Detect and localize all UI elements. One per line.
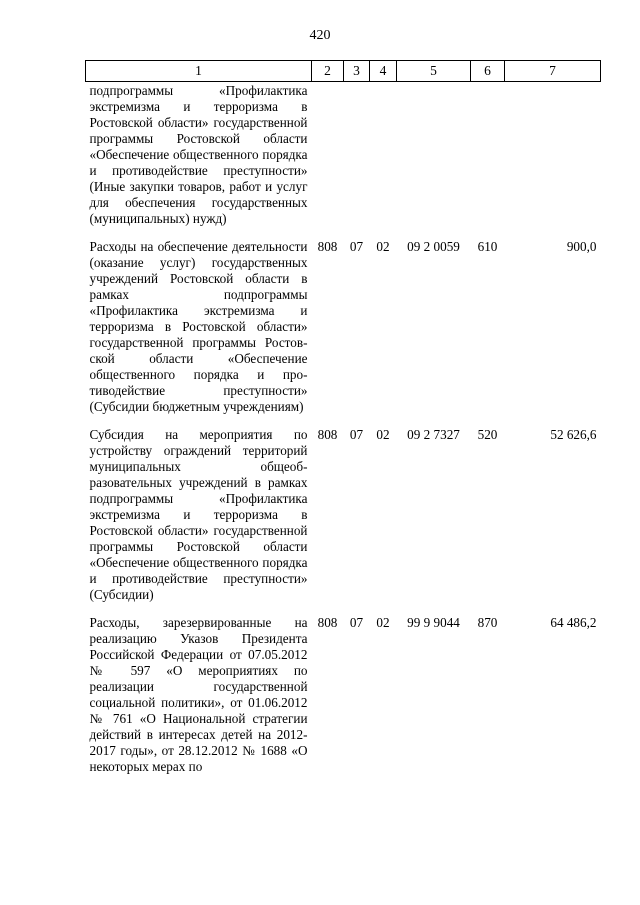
- row-subsection-code: 02: [376, 239, 390, 254]
- row-target-code: [397, 82, 471, 228]
- row-description: Субсидия на мероприятия по устройству ограждений территорий муниципальных общеобразовательных учреждений в рамках подпрограммы «Профилактика экстремизма и терроризма в Ростовской области» государственной программы Ростовской области «Обеспечение общественного порядка и противодействие преступности» (Субсидии): [89, 427, 308, 602]
- row-section-code: 07: [349, 239, 364, 254]
- row-section-code: 07: [349, 615, 364, 630]
- row-subsection-code: [370, 82, 397, 228]
- page-number: 420: [309, 28, 331, 43]
- row-description: подпрограммы «Профилактика экстремизма и терроризма в Ростовской области» государственной программы Ростовской области «Обеспечение общественного порядка и противодействие преступности» (Иные закупки товаров, работ и услуг для обеспечения государственных (муниципальных) нужд): [89, 83, 308, 226]
- row-description: Расходы, зарезервированные на реализацию Указов Президента Российской Федерации от 07.05.2012 № 597 «О мероприятиях по реализации государственной социальной политики», от 01.06.2012 № 761 «О Национальной стратегии действий в интересах детей на 2012-2017 годы», от 28.12.2012 № 1688 «О некоторых мерах по: [89, 615, 308, 774]
- column-header-2: 2: [312, 61, 344, 82]
- column-header-1: 1: [86, 61, 312, 82]
- row-ministry-code: 808: [317, 615, 338, 630]
- budget-table: [85, 60, 601, 775]
- column-header-3: 3: [344, 61, 370, 82]
- row-section-code: [344, 82, 370, 228]
- column-header-6: 6: [471, 61, 505, 82]
- table-row: [86, 82, 601, 228]
- row-target-code: 09 2 0059: [407, 239, 460, 254]
- row-target-code: 99 9 9044: [407, 615, 460, 630]
- row-subsection-code: 02: [376, 427, 390, 442]
- row-description: Расходы на обеспечение деятельности (оказание услуг) государственных учреждений Ростовской области в рамках подпрограммы «Профилактика экстремизма и терроризма в Ростовской области» государственной программы Ростовской области «Обеспечение общественного порядка и противодействие преступности» (Субсидии бюджетным учреждениям): [89, 239, 308, 414]
- row-expense-type: 520: [477, 427, 498, 442]
- table-row: [86, 427, 601, 603]
- row-expense-type: 610: [477, 239, 498, 254]
- row-spacer: [86, 415, 601, 427]
- row-amount: 52 626,6: [550, 427, 597, 442]
- column-header-7: 7: [505, 61, 601, 82]
- table-row: [86, 615, 601, 775]
- row-expense-type: 870: [477, 615, 498, 630]
- row-amount: 900,0: [566, 239, 597, 254]
- column-header-5: 5: [397, 61, 471, 82]
- row-ministry-code: [312, 82, 344, 228]
- table-row: [86, 239, 601, 415]
- row-ministry-code: 808: [317, 427, 338, 442]
- row-subsection-code: 02: [376, 615, 390, 630]
- row-target-code: 09 2 7327: [407, 427, 460, 442]
- row-section-code: 07: [349, 427, 364, 442]
- column-header-4: 4: [370, 61, 397, 82]
- row-amount: [505, 82, 601, 228]
- row-amount: 64 486,2: [550, 615, 597, 630]
- row-spacer: [86, 227, 601, 239]
- row-ministry-code: 808: [317, 239, 338, 254]
- row-spacer: [86, 603, 601, 615]
- table-header-row: [86, 61, 601, 82]
- row-expense-type: [471, 82, 505, 228]
